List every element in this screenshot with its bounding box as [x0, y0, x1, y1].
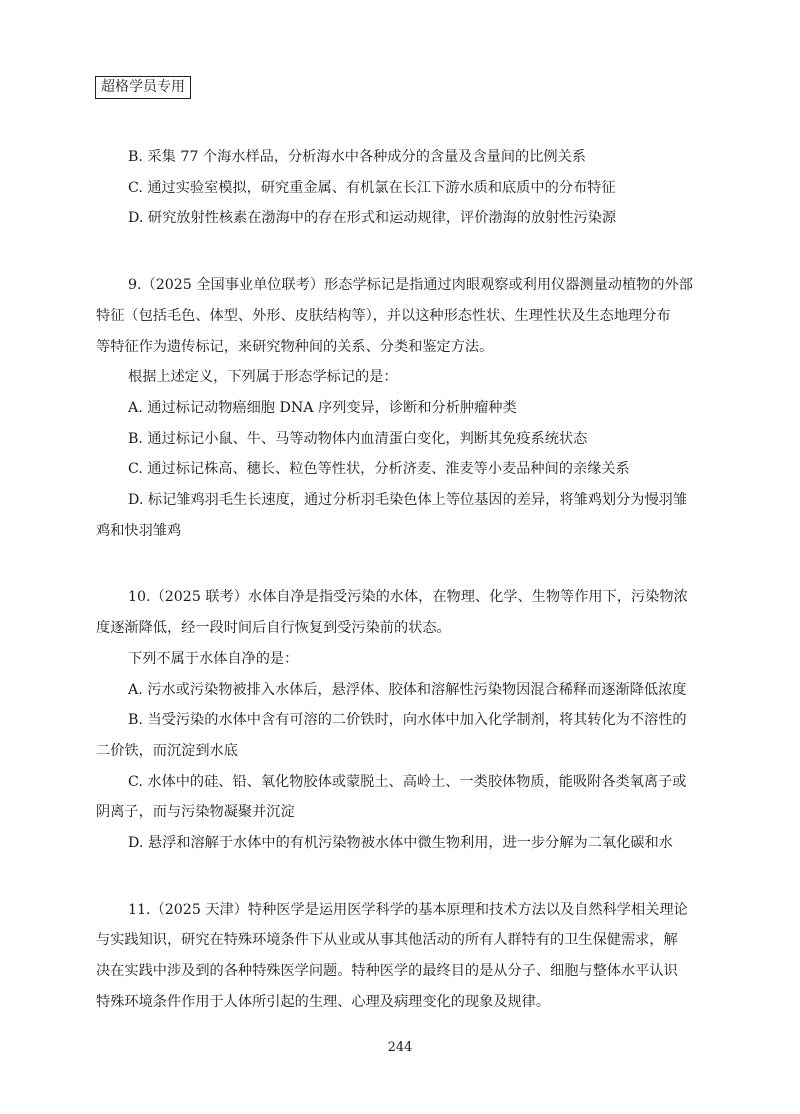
continued-options: [96, 142, 708, 234]
q10-option-a: A. 污水或污染物被排入水体后，悬浮体、胶体和溶解性污染物因混合稀释而逐渐降低浓度: [128, 681, 687, 698]
q10-option-c: C. 水体中的硅、铅、氧化物胶体或蒙脱土、高岭土、一类胶体物质，能吸附各类氧离子或: [128, 773, 687, 790]
q10-prompt: 下列不属于水体自净的是：: [128, 650, 299, 667]
option-c: C. 通过实验室模拟，研究重金属、有机氯在长江下游水质和底质中的分布特征: [128, 179, 616, 196]
option-b: B. 采集 77 个海水样品，分析海水中各种成分的含量及含量间的比例关系: [128, 149, 586, 165]
q10-stem-line: 10.（2025 联考）水体自净是指受污染的水体，在物理、化学、生物等作用下，污染物浓: [128, 589, 688, 606]
q9-prompt: 根据上述定义，下列属于形态学标记的是：: [128, 369, 398, 386]
question-9: [96, 270, 708, 546]
q9-option-d-cont: 鸡和快羽雏鸡: [96, 522, 182, 539]
q10-stem-line: 度逐渐降低，经一段时间后自行恢复到受污染前的状态。: [96, 620, 451, 637]
q9-stem-line: 等特征作为遗传标记，来研究物种间的关系、分类和鉴定方法。: [96, 338, 494, 355]
q9-stem-line: 9.（2025 全国事业单位联考）形态学标记是指通过肉眼观察或利用仪器测量动植物的外部: [128, 277, 693, 294]
page-content: [96, 142, 708, 1018]
exclusive-badge: 超格学员专用: [95, 76, 191, 99]
q10-option-b-cont: 二价铁，而沉淀到水底: [96, 742, 238, 759]
question-11: [96, 895, 708, 1018]
q9-option-c: C. 通过标记株高、穗长、粒色等性状，分析济麦、淮麦等小麦品种间的亲缘关系: [128, 461, 630, 478]
q10-option-d: D. 悬浮和溶解于水体中的有机污染物被水体中微生物利用，进一步分解为二氧化碳和水: [128, 835, 673, 852]
q10-option-b: B. 当受污染的水体中含有可溶的二价铁时，向水体中加入化学制剂，将其转化为不溶性的: [128, 712, 687, 729]
q9-stem-line: 特征（包括毛色、体型、外形、皮肤结构等），并以这种形态性状、生理性状及生态地理分布: [96, 307, 671, 324]
q9-option-a: A. 通过标记动物癌细胞 DNA 序列变异，诊断和分析肿瘤种类: [128, 399, 517, 416]
q11-stem-line: 特殊环境条件作用于人体所引起的生理、心理及病理变化的现象及规律。: [96, 993, 551, 1010]
q9-option-b: B. 通过标记小鼠、牛、马等动物体内血清蛋白变化，判断其免疫系统状态: [128, 430, 588, 447]
q10-option-c-cont: 阴离子，而与污染物凝聚并沉淀: [96, 804, 295, 821]
question-10: [96, 582, 708, 858]
q11-stem-line: 11.（2025 天津）特种医学是运用医学科学的基本原理和技术方法以及自然科学相关理论: [128, 901, 688, 918]
page-number: 244: [387, 1040, 413, 1055]
q11-stem-line: 决在实践中涉及到的各种特殊医学问题。特种医学的最终目的是从分子、细胞与整体水平认识: [96, 963, 678, 980]
q11-stem-line: 与实践知识，研究在特殊环境条件下从业或从事其他活动的所有人群特有的卫生保健需求，解: [96, 932, 678, 949]
option-d: D. 研究放射性核素在渤海中的存在形式和运动规律，评价渤海的放射性污染源: [128, 210, 617, 227]
q9-option-d: D. 标记雏鸡羽毛生长速度，通过分析羽毛染色体上等位基因的差异，将雏鸡划分为慢羽雏: [128, 492, 688, 509]
